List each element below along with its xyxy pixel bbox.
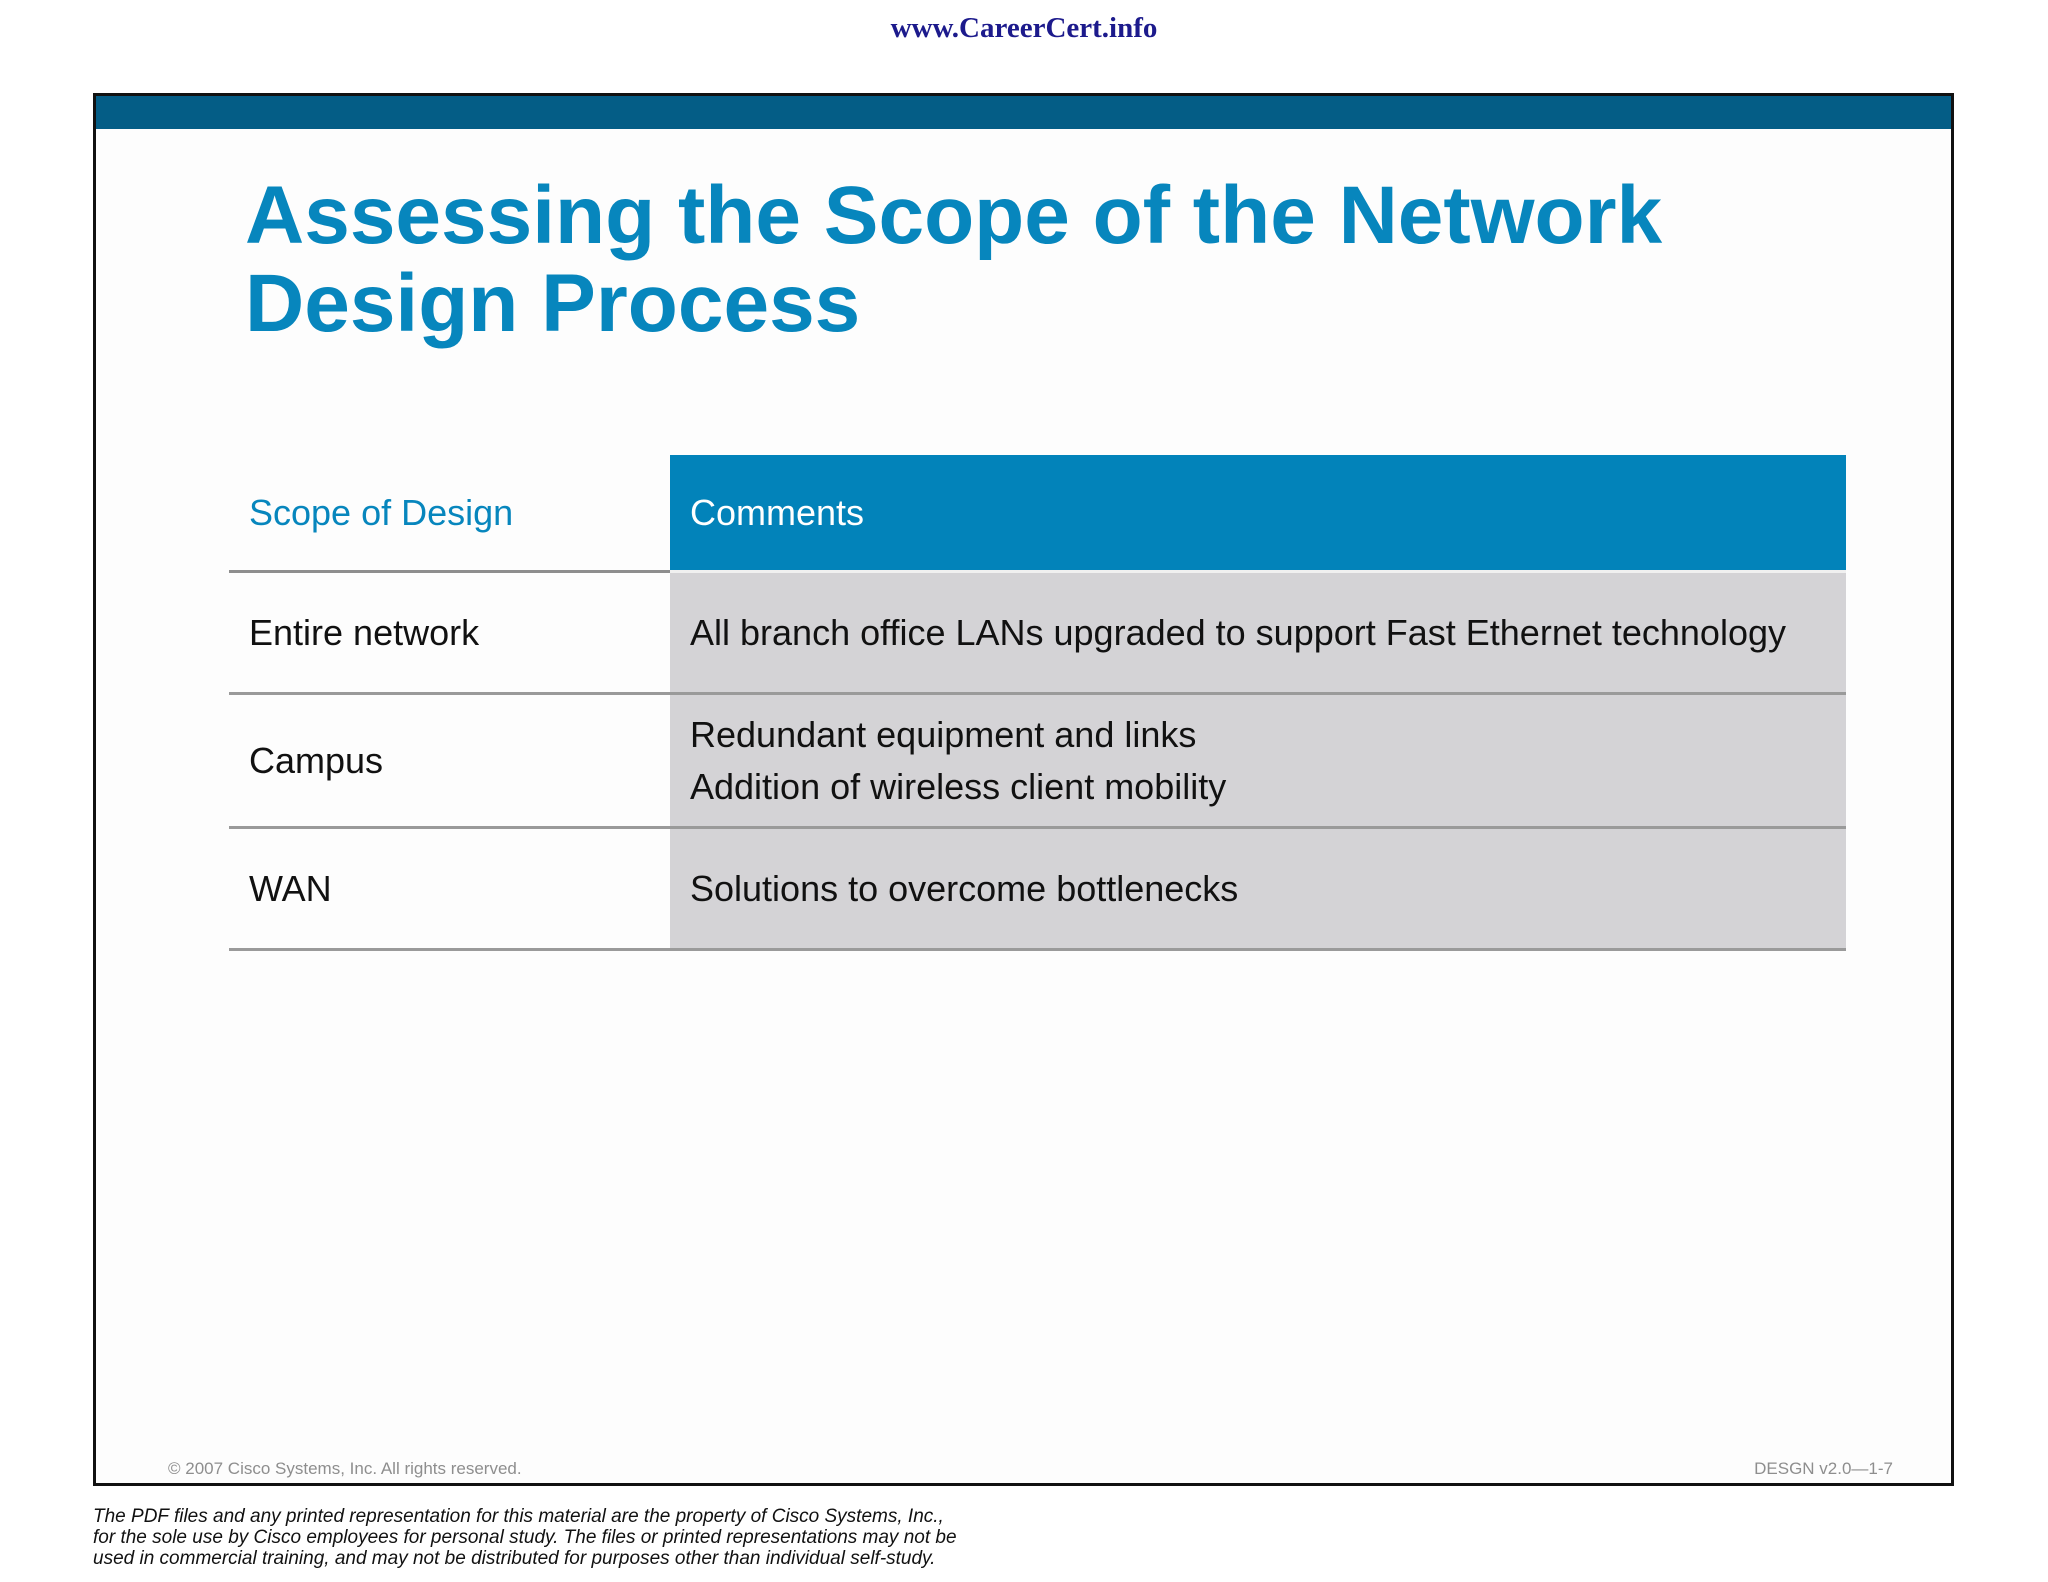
- disclaimer-line: The PDF files and any printed representation for this material are the property of Cisco Systems, Inc.,: [93, 1506, 944, 1527]
- table-row: [229, 695, 1846, 829]
- column-header-scope: Scope of Design: [229, 455, 670, 573]
- slide-title-line-1: Assessing the Scope of the Network: [245, 170, 1663, 261]
- comment-cell: [670, 695, 1846, 829]
- disclaimer: [93, 1506, 1093, 1569]
- disclaimer-line: used in commercial training, and may not be distributed for purposes other than individual self-study.: [93, 1548, 936, 1569]
- disclaimer-line: for the sole use by Cisco employees for personal study. The files or printed representations may not be: [93, 1527, 957, 1548]
- comment-line: Solutions to overcome bottlenecks: [690, 867, 1239, 909]
- slide-title-line-2: Design Process: [245, 258, 861, 349]
- scope-table: [229, 455, 1846, 951]
- slide-title: [245, 172, 1845, 348]
- comment-line: Redundant equipment and links: [690, 713, 1197, 755]
- copyright-notice: © 2007 Cisco Systems, Inc. All rights reserved.: [168, 1459, 522, 1478]
- slide-top-band: [96, 96, 1951, 129]
- slide-number: DESGN v2.0—1-7: [1754, 1459, 1893, 1478]
- column-header-comments: [670, 455, 1846, 573]
- column-header-comments-label: Comments: [690, 491, 865, 533]
- scope-cell: WAN: [229, 829, 670, 951]
- comment-line: Addition of wireless client mobility: [690, 765, 1227, 807]
- comment-line: All branch office LANs upgraded to support Fast Ethernet technology: [690, 611, 1786, 653]
- table-row: [229, 829, 1846, 951]
- comment-cell: [670, 829, 1846, 951]
- scope-cell: Entire network: [229, 573, 670, 695]
- site-url[interactable]: www.CareerCert.info: [890, 12, 1158, 44]
- table-row: [229, 573, 1846, 695]
- table-header-row: [229, 455, 1846, 573]
- scope-cell: Campus: [229, 695, 670, 829]
- comment-cell: [670, 573, 1846, 695]
- slide: [93, 93, 1954, 1486]
